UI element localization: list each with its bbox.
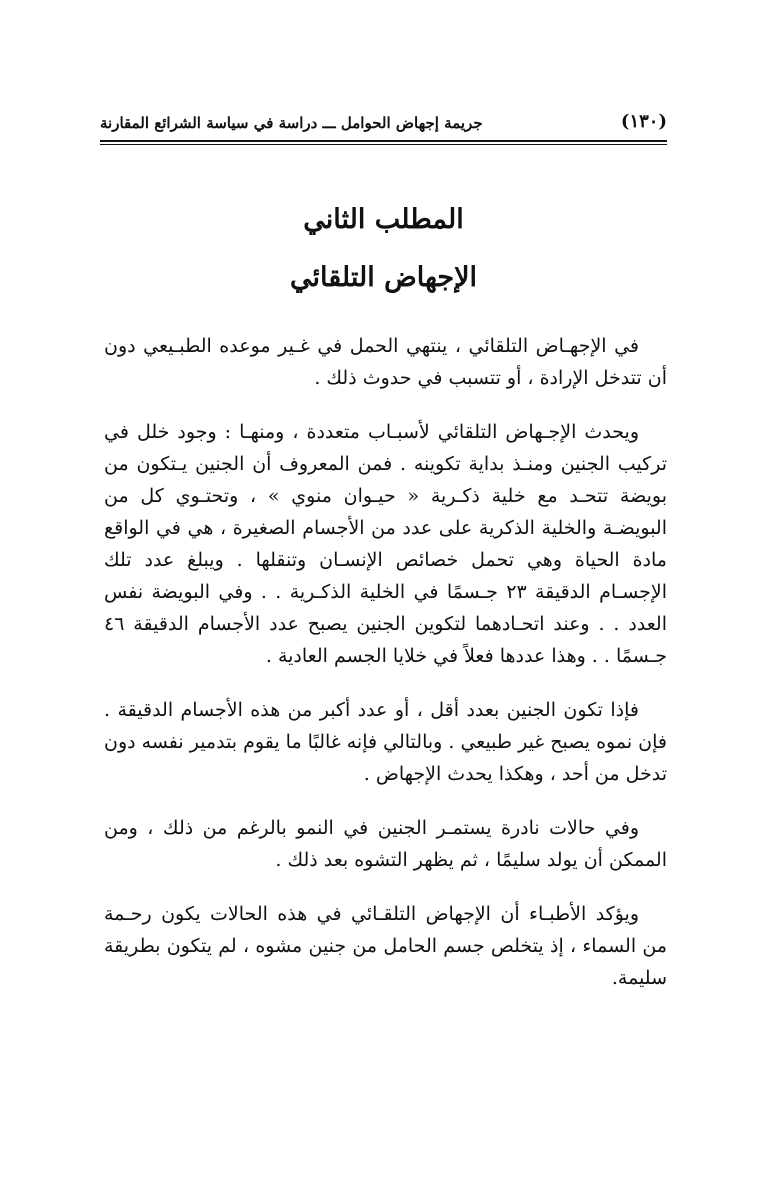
paragraph: فإذا تكون الجنين بعدد أقل ، أو عدد أكبر من هذه الأجسام الدقيقة . فإن نموه يصبح غير طبيعي . وبالتالي فإنه غالبًا ما يقوم بتدمير نفسه دون تدخل من أحد ، وهكذا يحدث الإجهاض . <box>104 699 667 785</box>
section-title: المطلب الثاني <box>303 204 464 235</box>
paragraph: وفي حالات نادرة يستمـر الجنين في النمو بالرغم من ذلك ، ومن الممكن أن يولد سليمًا ، ثم يظهر التشوه بعد ذلك . <box>104 817 667 871</box>
paragraph: ويؤكد الأطبـاء أن الإجهاض التلقـائي في هذه الحالات يكون رحـمة من السماء ، إذ يتخلص جسم الحامل من جنين مشوه ، لم يتكون بطريقة سليمة. <box>104 903 667 989</box>
page-number: (١٣٠) <box>620 111 667 132</box>
paragraph: ويحدث الإجـهاض التلقائي لأسبـاب متعددة ، ومنهـا : وجود خلل في تركيب الجنين ومنـذ بداية تكوينه . فمن المعروف أن الجنين يـتكون من بويضة تتحـد مع خلية ذكـرية « حيـوان منوي » ، وتحتـوي كل من البويضـة والخلية الذكرية على عدد من الأجسام الصغيرة ، هي في الواقع مادة الحياة وهي تحمل خصائص الإنسـان وتنقلها . ويبلغ عدد تلك الإجسـام الدقيقة ٢٣ جـسمًا في الخلية الذكـرية . . وفي البويضة نفس العدد . . وعند اتحـادهما لتكوين الجنين يصبح عدد الأجسام الدقيقة ٤٦ جـسمًا . . وهذا عددها فعلاً في خلايا الجسم العادية . <box>104 421 668 667</box>
running-title: جريمة إجهاض الحوامل ـــ دراسة في سياسة الشرائع المقارنة <box>100 114 483 132</box>
running-header <box>100 98 667 132</box>
header-rule <box>100 140 667 145</box>
body-text <box>104 330 667 1016</box>
section-subtitle: الإجهاض التلقائي <box>289 262 478 293</box>
paragraph: في الإجهـاض التلقائي ، ينتهي الحمل في غـير موعده الطبـيعي دون أن تتدخل الإرادة ، أو تتسبب في حدوث ذلك . <box>104 335 667 389</box>
